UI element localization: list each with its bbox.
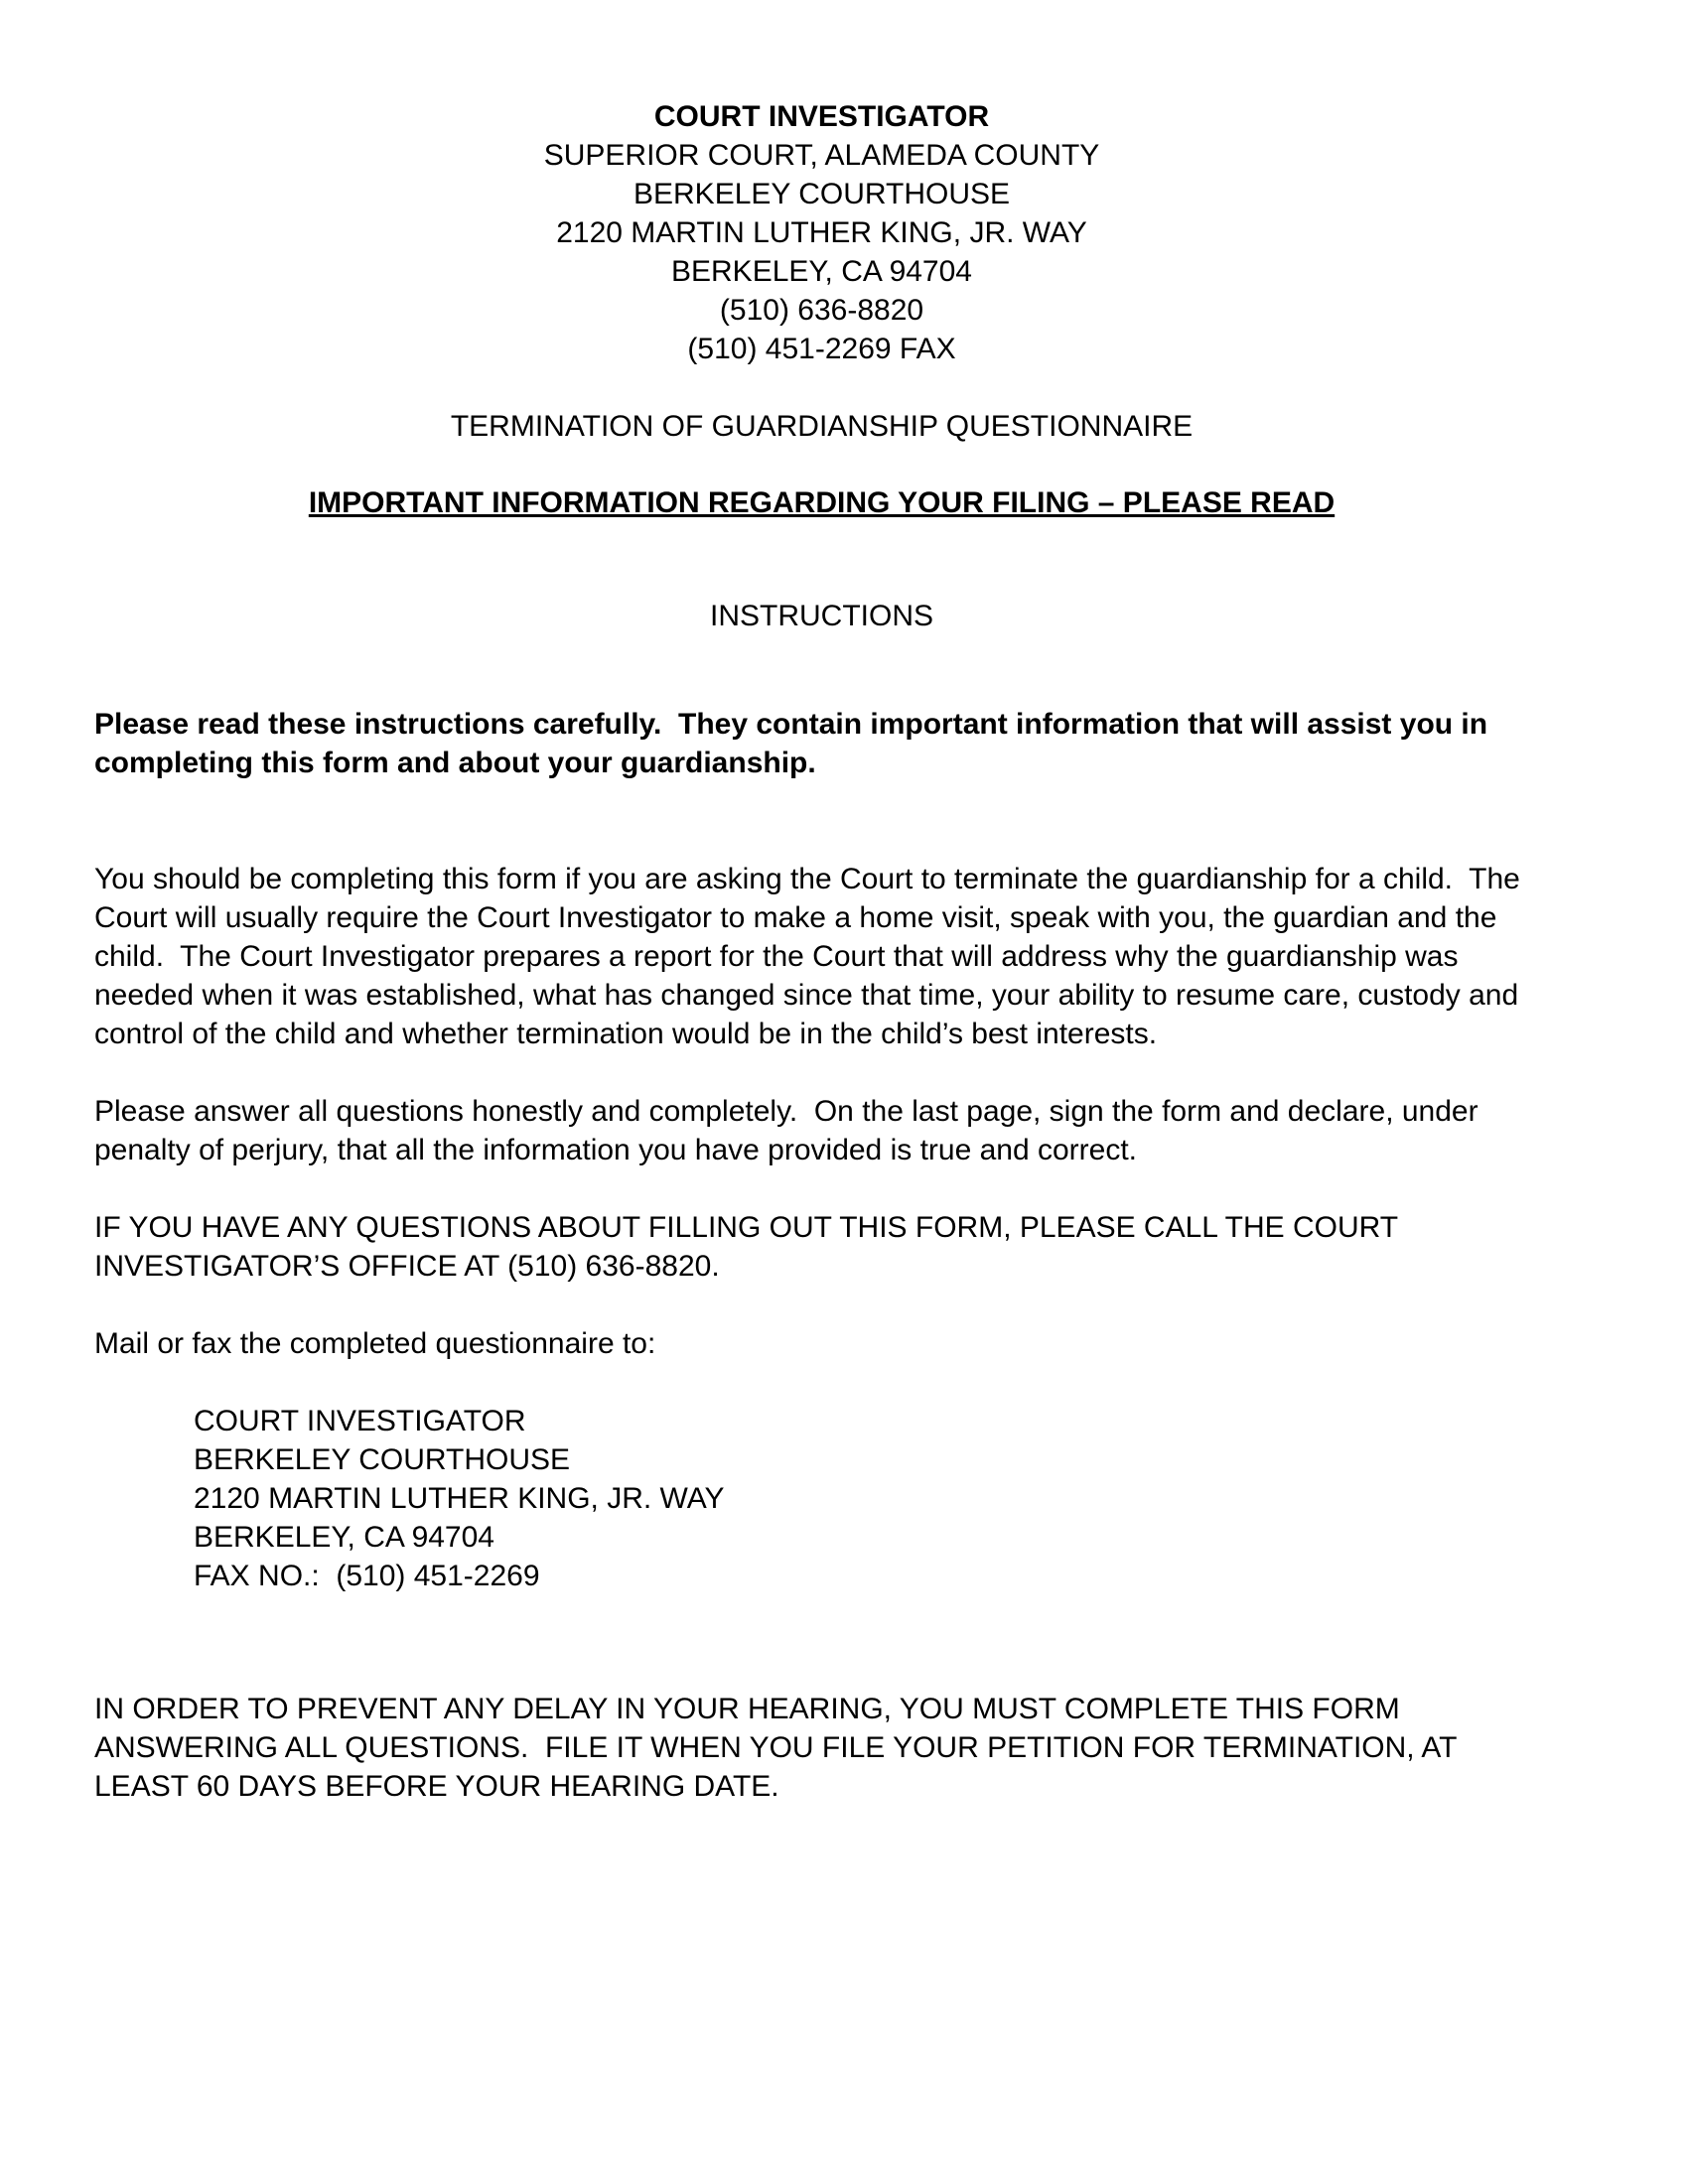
header-line-phone: (510) 636-8820 (719, 294, 924, 327)
court-header-block (94, 97, 1549, 368)
paragraph-closing-caps: IN ORDER TO PREVENT ANY DELAY IN YOUR HEARING, YOU MUST COMPLETE THIS FORM ANSWERING ALL QUESTIONS. FILE IT WHEN YOU FILE YOUR PETITION FOR TERMINATION, AT LEAST 60 DAYS BEFORE YOUR HEARING DATE. (94, 1693, 1466, 1803)
address-line-fax-number: FAX NO.: (510) 451-2269 (194, 1560, 540, 1592)
paragraph-questions-caps: IF YOU HAVE ANY QUESTIONS ABOUT FILLING OUT THIS FORM, PLEASE CALL THE COURT INVESTIGATOR’S OFFICE AT (510) 636-8820. (94, 1211, 1406, 1283)
paragraph-mail-intro: Mail or fax the completed questionnaire to: (94, 1327, 656, 1360)
header-line-court-investigator: COURT INVESTIGATOR (653, 100, 990, 133)
address-line-street: 2120 MARTIN LUTHER KING, JR. WAY (194, 1482, 725, 1515)
important-notice-heading: IMPORTANT INFORMATION REGARDING YOUR FILING – PLEASE READ (308, 486, 1336, 519)
instructions-heading: INSTRUCTIONS (710, 600, 933, 632)
header-line-fax: (510) 451-2269 FAX (687, 333, 956, 365)
address-line-courthouse: BERKELEY COURTHOUSE (194, 1443, 570, 1476)
paragraph-body-2: Please answer all questions honestly and completely. On the last page, sign the form and declare, under penalty of perjury, that all the information you have provided is true and correct. (94, 1095, 1486, 1166)
header-line-city-state-zip: BERKELEY, CA 94704 (671, 255, 972, 288)
mailing-address-block (94, 1402, 1549, 1595)
header-line-courthouse: BERKELEY COURTHOUSE (633, 178, 1010, 210)
header-line-street-address: 2120 MARTIN LUTHER KING, JR. WAY (556, 216, 1087, 249)
paragraph-body-1: You should be completing this form if you are asking the Court to terminate the guardianship for a child. The Court will usually require the Court Investigator to make a home visit, speak with you, the guardian and the child. The Court Investigator prepares a report for the Court that will address why the guardianship was needed when it was established, what has changed since that time, your ability to resume care, custody and control of the child and whether termination would be in the child’s best interests. (94, 863, 1529, 1050)
header-line-superior-court: SUPERIOR COURT, ALAMEDA COUNTY (543, 139, 1100, 172)
form-title: TERMINATION OF GUARDIANSHIP QUESTIONNAIRE (450, 410, 1194, 443)
paragraph-intro-bold: Please read these instructions carefully. They contain important information that will assist you in completing this form and about your guardianship. (94, 708, 1496, 779)
address-line-city-state-zip: BERKELEY, CA 94704 (194, 1521, 494, 1554)
address-line-court-investigator: COURT INVESTIGATOR (194, 1405, 526, 1437)
